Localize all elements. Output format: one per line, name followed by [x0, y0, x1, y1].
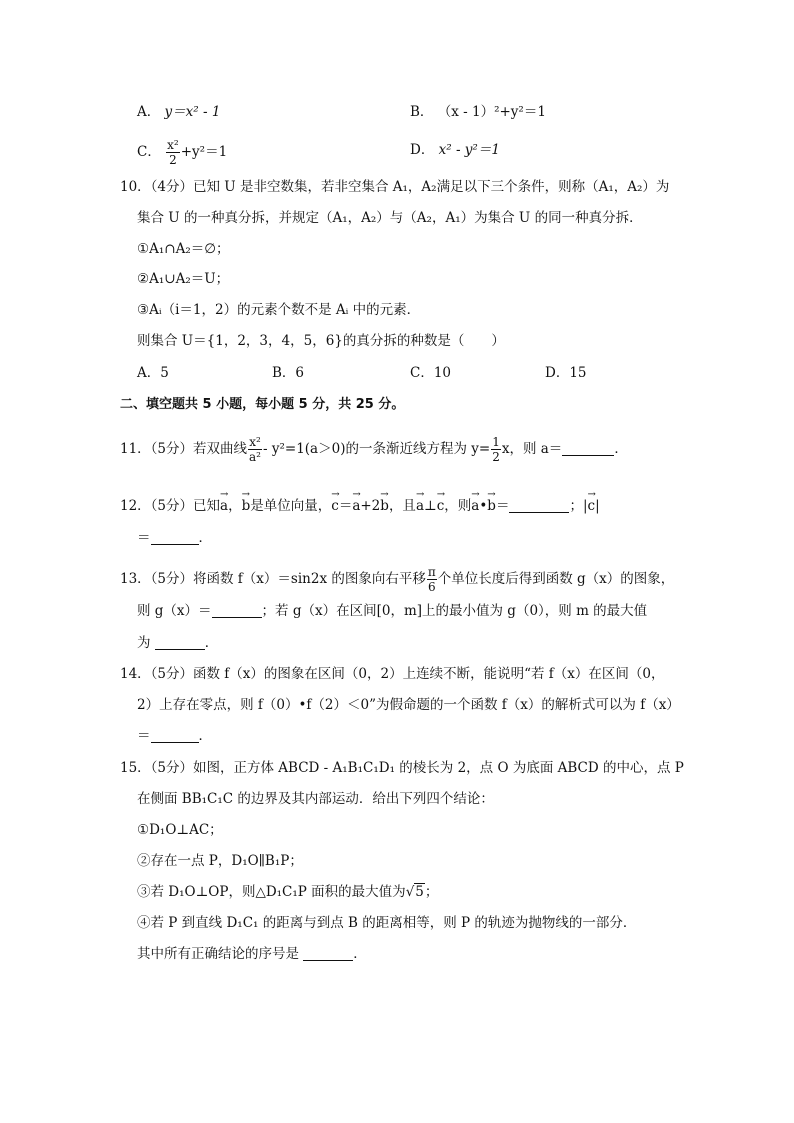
q15-stem-line1: 15．（5分）如图，正方体 ABCD - A₁B₁C₁D₁ 的棱长为 2，点 O 为底面 ABCD 的中心，点 P: [120, 760, 684, 776]
q15-conclusion-4: ④若 P 到直线 D₁C₁ 的距离与到点 B 的距离相等，则 P 的轨迹为抛物线的一部分．: [137, 915, 637, 931]
q9-option-a: A． y＝x² - 1: [137, 104, 221, 120]
q9-option-d: D． x² - y²＝1: [410, 142, 500, 158]
q11-hyperbola-fraction: $\frac{\text{x²}}{\text{a²}}$: [249, 435, 261, 464]
q10-stem-line1: 10．（4分）已知 U 是非空数集，若非空集合 A₁，A₂满足以下三个条件，则称（A₁，A₂）为: [120, 179, 670, 195]
section-heading: 二、填空题共 5 小题，每小题 5 分，共 25 分。: [120, 397, 405, 412]
q10-condition-3: ③Aᵢ（i＝1，2）的元素个数不是 Aᵢ 中的元素．: [137, 302, 421, 318]
q12-dot-product-blank[interactable]: [509, 498, 569, 513]
q13-gx-blank[interactable]: [212, 603, 262, 618]
q10-question: 则集合 U＝{1，2，3，4，5，6}的真分拆的种数是（ ）: [137, 333, 505, 349]
q15-conclusion-3: ③若 D₁O⊥OP，则△D₁C₁P 面积的最大值为√5；: [137, 884, 439, 900]
q15-conclusion-2: ②存在一点 P，D₁O∥B₁P；: [137, 853, 303, 869]
q13-shift-fraction: $\frac{\pi}{6}$: [427, 565, 436, 594]
q15-question: 其中所有正确结论的序号是 ．: [137, 946, 367, 962]
q13-line2: 则 g（x）＝ ；若 g（x）在区间[0，m]上的最小值为 g（0），则 m 的最大值: [137, 603, 648, 619]
sqrt-symbol: √5: [405, 884, 424, 900]
q14-line2: 2）上存在零点，则 f（0）•f（2）＜0”为假命题的一个函数 f（x）的解析式可以为 f（x）: [137, 697, 680, 713]
c-fraction: $\frac{\text{x²}}{2}$: [167, 138, 179, 167]
q10-option-b: B．6: [272, 365, 305, 381]
q9-option-b: B． （x - 1）²+y²＝1: [410, 104, 546, 120]
q13-line3: 为 ．: [137, 635, 219, 651]
q12-line2: ＝ ．: [137, 530, 212, 546]
q12-magnitude-blank[interactable]: [151, 530, 199, 545]
q12-line1: 12．（5分）已知→ a，→ b是单位向量，→ c＝→ a+2→ b，且→ a⊥→ c，则→ a•→ b＝ ；|→ c|: [120, 497, 600, 515]
q10-option-a: A．5: [137, 365, 169, 381]
q10-option-d: D．15: [545, 365, 587, 381]
q9-option-c: C． $\frac{\text{x²}}{2}$ +y²＝1: [137, 138, 228, 167]
q14-line3: ＝ ．: [137, 728, 212, 744]
q13-line1: 13．（5分）将函数 f（x）＝sin2x 的图象向右平移 $\frac{\pi}{6}$ 个单位长度后得到函数 g（x）的图象，: [120, 565, 675, 594]
q10-option-c: C．10: [410, 365, 452, 381]
q11-answer-blank[interactable]: [562, 441, 614, 456]
q15-stem-line2: 在侧面 BB₁C₁C 的边界及其内部运动．给出下列四个结论：: [137, 791, 494, 807]
q15-conclusion-1: ①D₁O⊥AC；: [137, 822, 223, 838]
q15-answer-blank[interactable]: [303, 946, 353, 961]
q13-m-blank[interactable]: [155, 635, 205, 650]
q10-condition-1: ①A₁∩A₂＝∅；: [137, 241, 230, 257]
q10-stem-line2: 集合 U 的一种真分拆，并规定（A₁，A₂）与（A₂，A₁）为集合 U 的同一种真分拆．: [137, 210, 643, 226]
q10-condition-2: ②A₁∪A₂＝U；: [137, 271, 230, 287]
q11: 11．（5分）若双曲线 $\frac{\text{x²}}{\text{a²}}$ - y²=1(a＞0)的一条渐近线方程为 y= $\frac{1}{2}$ x，则 a＝ ．: [120, 435, 628, 464]
q11-asymptote-fraction: $\frac{1}{2}$: [492, 435, 500, 464]
q14-answer-blank[interactable]: [151, 728, 199, 743]
q14-line1: 14．（5分）函数 f（x）的图象在区间（0，2）上连续不断，能说明“若 f（x）在区间（0，: [120, 666, 665, 682]
